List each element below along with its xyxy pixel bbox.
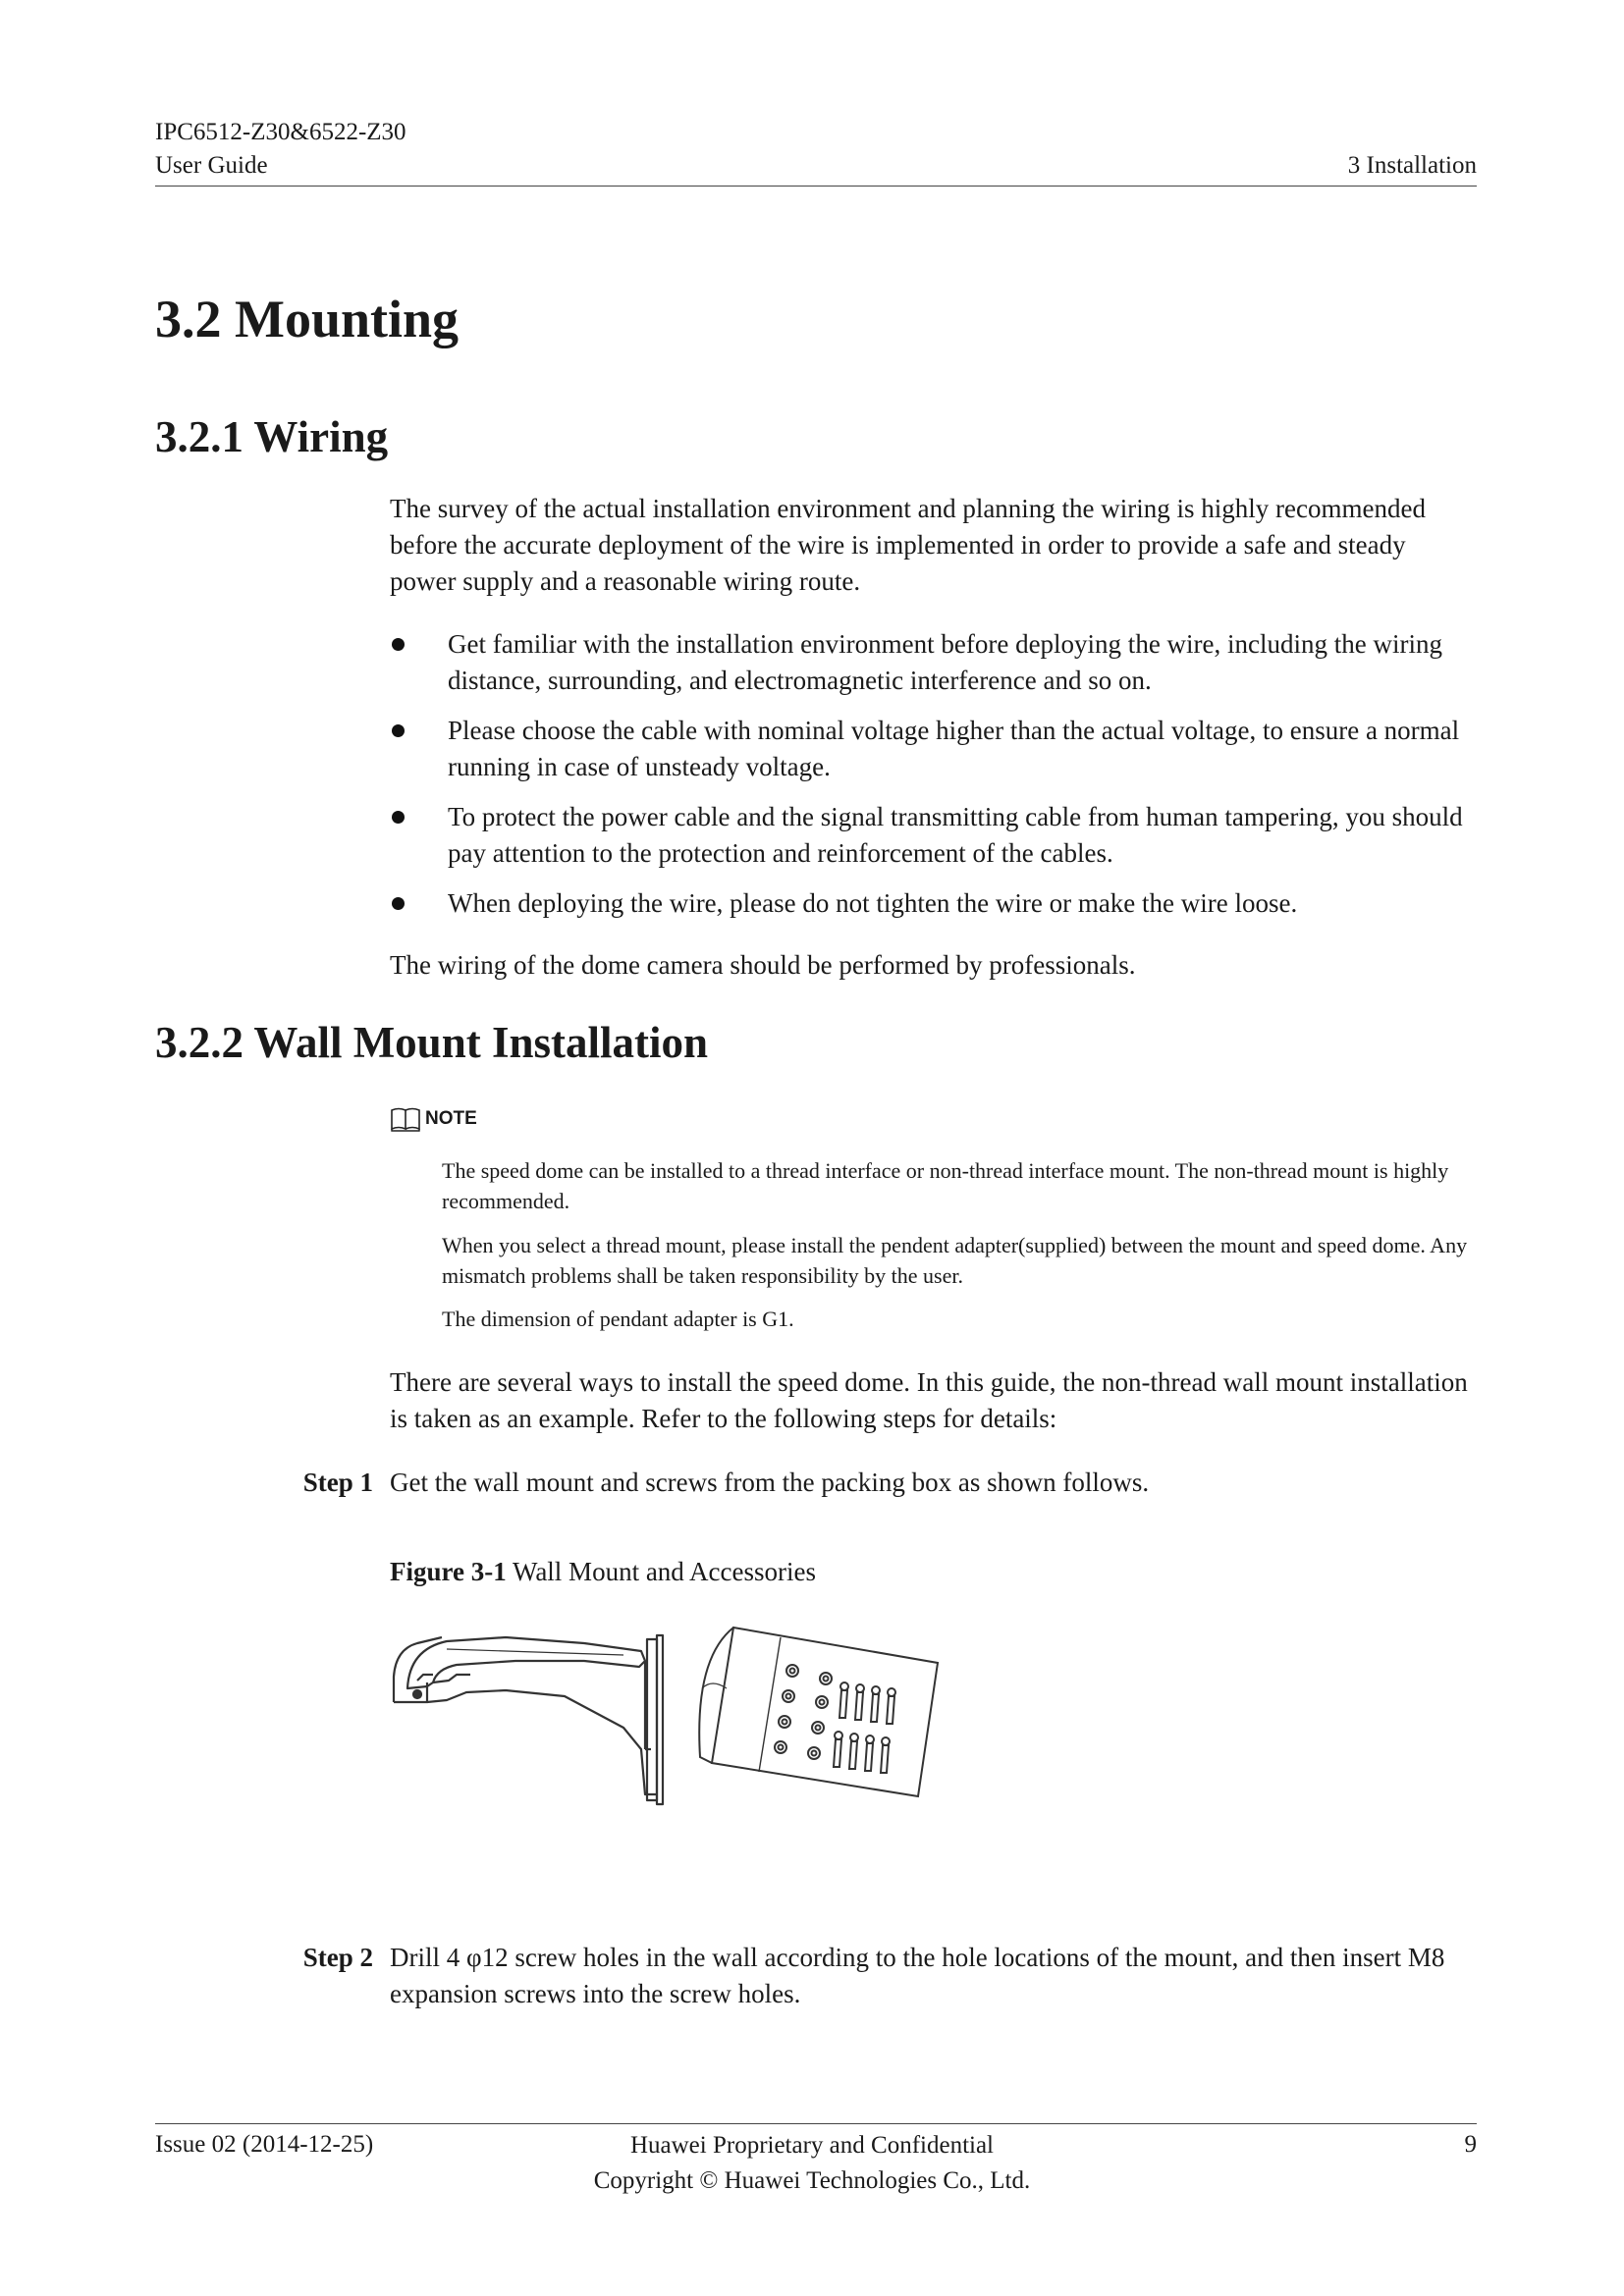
note-text: When you select a thread mount, please install the pendent adapter(supplied) between the mount and speed dome. Any mismatch problems shall be taken responsibility by the user. — [442, 1233, 1468, 1288]
accessory-pack-drawing — [699, 1628, 938, 1796]
bullet-dot — [392, 638, 405, 651]
header-doc-type: User Guide — [155, 152, 268, 179]
list-item: To protect the power cable and the signal transmitting cable from human tampering, you should pay attention to the protection and reinforcement of the cables. — [390, 799, 1478, 872]
bullet-dot — [392, 811, 405, 824]
step-label: Step 2 — [302, 1943, 373, 1972]
section-title: 3.2 Mounting — [155, 290, 460, 348]
wiring-bullet-list — [390, 626, 1478, 935]
step-text: Drill 4 φ12 screw holes in the wall according to the hole locations of the mount, and then insert M8 expansion screws into the screw holes. — [390, 1943, 1445, 2008]
figure-number: Figure 3-1 — [390, 1557, 507, 1586]
book-icon — [390, 1106, 423, 1132]
note-text: The dimension of pendant adapter is G1. — [442, 1307, 794, 1331]
note-label: NOTE — [390, 1104, 477, 1134]
footer-center — [0, 2128, 1624, 2199]
bullet-dot — [392, 897, 405, 910]
footer-issue: Issue 02 (2014-12-25) — [155, 2131, 374, 2158]
list-item: Get familiar with the installation environment before deploying the wire, including the wiring distance, surrounding, and electromagnetic interference and so on. — [390, 626, 1478, 699]
header-chapter: 3 Installation — [1347, 152, 1477, 179]
figure-caption — [390, 1554, 816, 1590]
footer-divider — [155, 2123, 1477, 2124]
footer-confidential: Huawei Proprietary and Confidential — [629, 2132, 995, 2159]
header-model: IPC6512-Z30&6522-Z30 — [155, 119, 406, 145]
page-header-left — [155, 116, 406, 183]
note-text: The speed dome can be installed to a thread interface or non-thread interface mount. The non-thread mount is highly recommended. — [442, 1158, 1449, 1213]
figure-title: Wall Mount and Accessories — [513, 1557, 817, 1586]
wiring-intro: The survey of the actual installation environment and planning the wiring is highly recommended before the accurate deployment of the wire is implemented in order to provide a safe and steady power supply and a reasonable wiring route. — [390, 494, 1426, 596]
header-divider — [155, 186, 1477, 187]
bullet-dot — [392, 724, 405, 737]
list-item: When deploying the wire, please do not tighten the wire or make the wire loose. — [390, 885, 1478, 922]
wall-bracket-drawing — [394, 1635, 663, 1804]
wall-mount-intro: There are several ways to install the speed dome. In this guide, the non-thread wall mount installation is taken as an example. Refer to the following steps for details: — [390, 1367, 1468, 1433]
expansion-bolts-bottom — [834, 1732, 890, 1773]
page-number: 9 — [1464, 2131, 1477, 2158]
step-text: Get the wall mount and screws from the packing box as shown follows. — [390, 1468, 1150, 1497]
list-item: Please choose the cable with nominal voltage higher than the actual voltage, to ensure a normal running in case of unsteady voltage. — [390, 713, 1478, 785]
step-label: Step 1 — [302, 1468, 373, 1497]
wall-mount-heading: 3.2.2 Wall Mount Installation — [155, 1018, 709, 1067]
wall-mount-figure — [388, 1620, 957, 1826]
expansion-bolts-top — [839, 1682, 895, 1724]
footer-copyright: Copyright © Huawei Technologies Co., Ltd. — [593, 2167, 1031, 2194]
wiring-heading: 3.2.1 Wiring — [155, 412, 389, 461]
wiring-closing: The wiring of the dome camera should be performed by professionals. — [390, 950, 1136, 980]
